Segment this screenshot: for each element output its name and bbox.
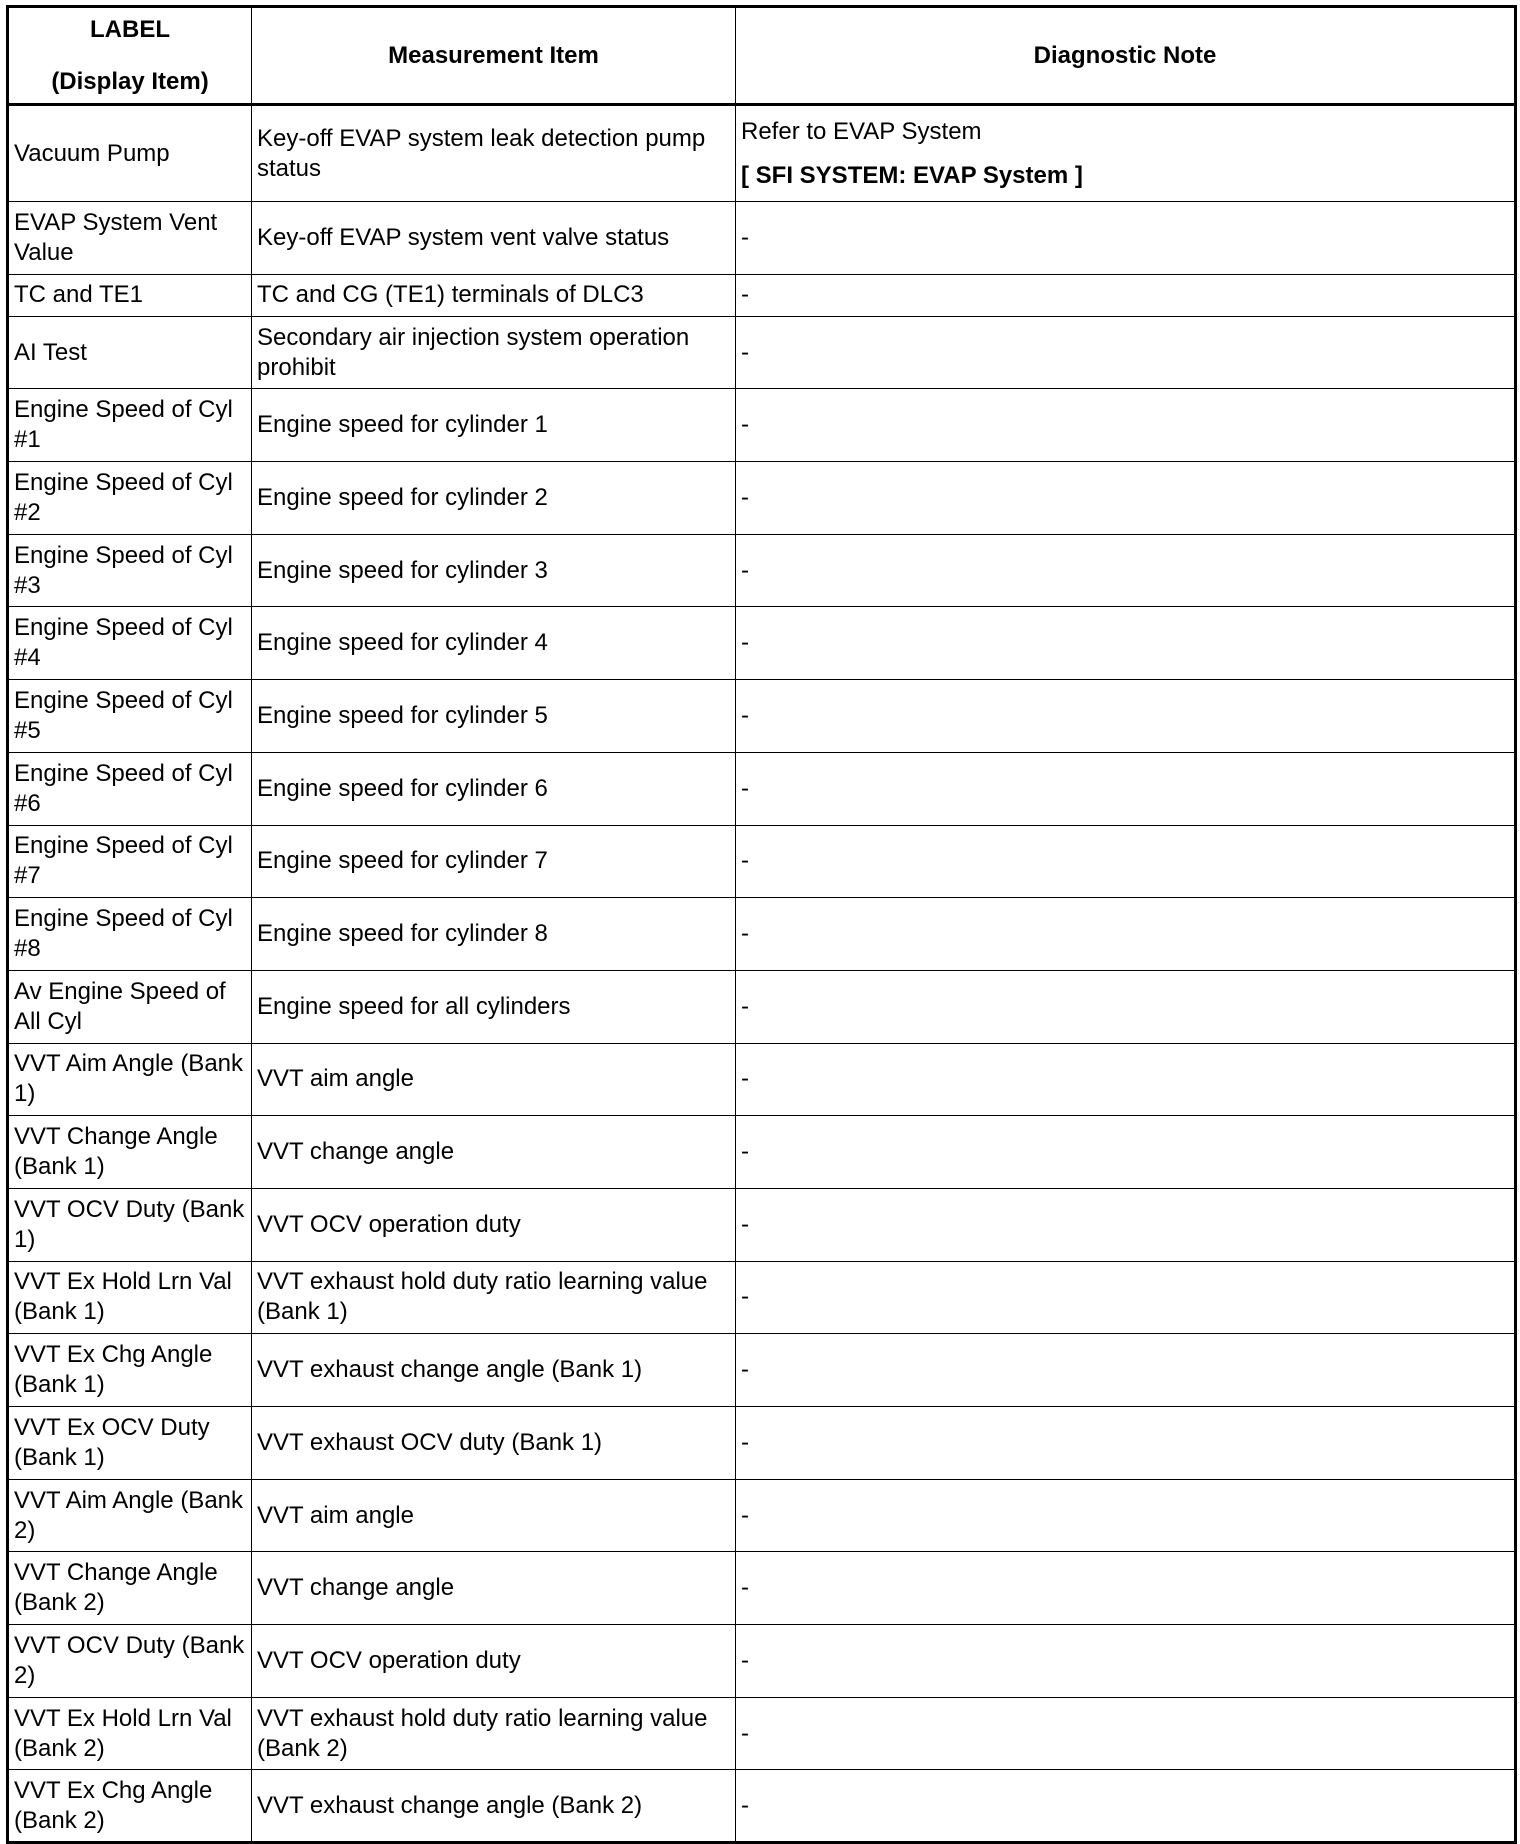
cell-note: - [736,970,1516,1043]
cell-measurement: Engine speed for cylinder 4 [252,607,736,680]
cell-note: - [736,389,1516,462]
cell-label: VVT Change Angle (Bank 1) [8,1116,252,1189]
cell-note: - [736,607,1516,680]
cell-note: - [736,1770,1516,1843]
cell-note: - [736,1043,1516,1116]
note-reference-link[interactable]: [ SFI SYSTEM: EVAP System ] [741,161,1083,189]
cell-measurement: VVT exhaust change angle (Bank 1) [252,1334,736,1407]
cell-label: VVT Ex Hold Lrn Val (Bank 1) [8,1261,252,1334]
cell-note: - [736,752,1516,825]
table-row [8,1770,1516,1843]
cell-measurement: Engine speed for cylinder 1 [252,389,736,462]
table-row [8,1552,1516,1625]
cell-measurement: Engine speed for cylinder 8 [252,898,736,971]
header-note: Diagnostic Note [736,7,1516,105]
table-row [8,825,1516,898]
cell-measurement: VVT aim angle [252,1043,736,1116]
cell-label: AI Test [8,316,252,389]
cell-measurement: Engine speed for cylinder 3 [252,534,736,607]
cell-label: Engine Speed of Cyl #8 [8,898,252,971]
cell-note: - [736,534,1516,607]
cell-note: - [736,1261,1516,1334]
cell-measurement: Key-off EVAP system vent valve status [252,202,736,275]
cell-note: - [736,274,1516,316]
table-row [8,1334,1516,1407]
table-row [8,970,1516,1043]
cell-measurement: TC and CG (TE1) terminals of DLC3 [252,274,736,316]
cell-note: - [736,1479,1516,1552]
table-row [8,607,1516,680]
cell-label: Engine Speed of Cyl #6 [8,752,252,825]
cell-label: EVAP System Vent Value [8,202,252,275]
cell-note [736,105,1516,202]
header-measurement: Measurement Item [252,7,736,105]
cell-note: - [736,898,1516,971]
table-row [8,1479,1516,1552]
cell-label: Vacuum Pump [8,105,252,202]
header-label [8,7,252,105]
cell-note: - [736,316,1516,389]
cell-note: - [736,1407,1516,1480]
cell-label: VVT Aim Angle (Bank 2) [8,1479,252,1552]
cell-note: - [736,1625,1516,1698]
table-row [8,105,1516,202]
table-row [8,1697,1516,1770]
cell-measurement: Secondary air injection system operation prohibit [252,316,736,389]
cell-measurement: VVT exhaust OCV duty (Bank 1) [252,1407,736,1480]
cell-label: Engine Speed of Cyl #3 [8,534,252,607]
table-row [8,202,1516,275]
cell-label: TC and TE1 [8,274,252,316]
table-row [8,274,1516,316]
cell-label: Engine Speed of Cyl #2 [8,462,252,535]
cell-measurement: Engine speed for cylinder 5 [252,680,736,753]
cell-note: - [736,1116,1516,1189]
cell-measurement: Engine speed for cylinder 7 [252,825,736,898]
cell-measurement: VVT OCV operation duty [252,1625,736,1698]
cell-measurement: Engine speed for cylinder 2 [252,462,736,535]
table-row [8,1625,1516,1698]
cell-label: Engine Speed of Cyl #4 [8,607,252,680]
cell-label: Engine Speed of Cyl #7 [8,825,252,898]
table-row [8,752,1516,825]
cell-label: VVT OCV Duty (Bank 1) [8,1188,252,1261]
table-row [8,1407,1516,1480]
cell-label: VVT Ex OCV Duty (Bank 1) [8,1407,252,1480]
cell-note: - [736,680,1516,753]
table-body [8,105,1516,1843]
table-row [8,1043,1516,1116]
cell-measurement: VVT exhaust change angle (Bank 2) [252,1770,736,1843]
table-header [8,7,1516,105]
header-label-line1: LABEL [90,15,170,43]
cell-label: Engine Speed of Cyl #1 [8,389,252,462]
cell-note: - [736,1188,1516,1261]
cell-label: VVT Change Angle (Bank 2) [8,1552,252,1625]
cell-measurement: VVT exhaust hold duty ratio learning value (Bank 2) [252,1697,736,1770]
cell-note: - [736,825,1516,898]
header-row [8,7,1516,105]
table-row [8,534,1516,607]
table-row [8,316,1516,389]
cell-label: VVT Ex Chg Angle (Bank 2) [8,1770,252,1843]
cell-measurement: VVT change angle [252,1552,736,1625]
cell-measurement: VVT exhaust hold duty ratio learning value (Bank 1) [252,1261,736,1334]
table-row [8,898,1516,971]
cell-label: VVT OCV Duty (Bank 2) [8,1625,252,1698]
note-text: Refer to EVAP System [741,117,982,145]
cell-note: - [736,1552,1516,1625]
table-row [8,1116,1516,1189]
table-row [8,389,1516,462]
cell-label: Av Engine Speed of All Cyl [8,970,252,1043]
cell-note: - [736,1334,1516,1407]
cell-label: VVT Ex Hold Lrn Val (Bank 2) [8,1697,252,1770]
table-row [8,1188,1516,1261]
cell-measurement: VVT aim angle [252,1479,736,1552]
cell-note: - [736,1697,1516,1770]
table-row [8,680,1516,753]
cell-measurement: VVT change angle [252,1116,736,1189]
header-label-line2: (Display Item) [51,67,209,95]
data-list-table [6,5,1517,1844]
cell-note: - [736,202,1516,275]
cell-note: - [736,462,1516,535]
cell-label: VVT Ex Chg Angle (Bank 1) [8,1334,252,1407]
table-row [8,1261,1516,1334]
cell-label: Engine Speed of Cyl #5 [8,680,252,753]
cell-measurement: Key-off EVAP system leak detection pump status [252,105,736,202]
cell-label: VVT Aim Angle (Bank 1) [8,1043,252,1116]
cell-measurement: VVT OCV operation duty [252,1188,736,1261]
table-row [8,462,1516,535]
cell-measurement: Engine speed for all cylinders [252,970,736,1043]
cell-measurement: Engine speed for cylinder 6 [252,752,736,825]
